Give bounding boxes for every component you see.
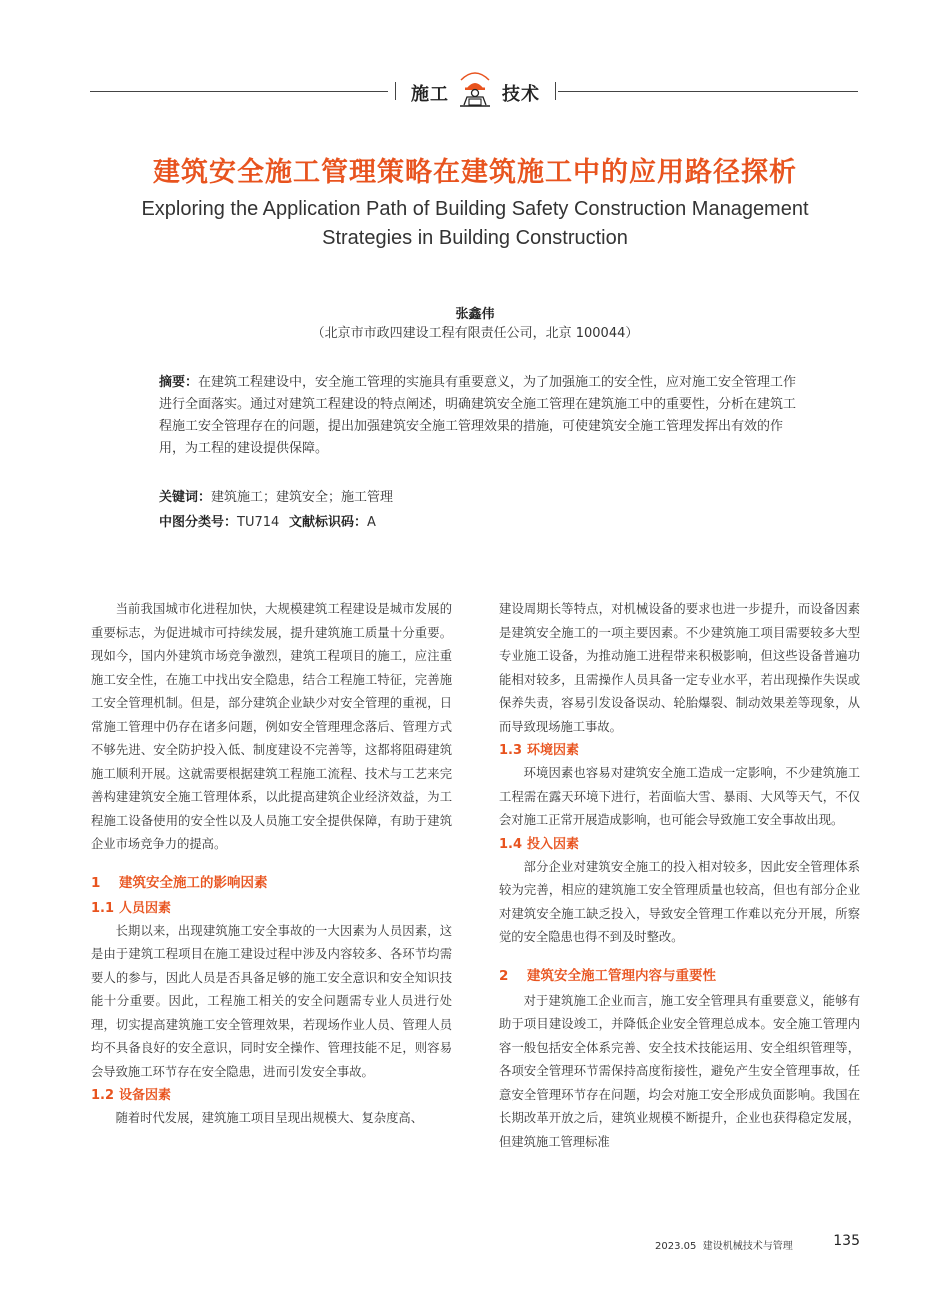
header-rule-right xyxy=(558,91,858,92)
keywords-text: 建筑施工；建筑安全；施工管理 xyxy=(211,490,394,505)
clc-label: 中图分类号： xyxy=(159,515,238,530)
section-1-3-number: 1.3 xyxy=(499,743,523,758)
intro-paragraph: 当前我国城市化进程加快，大规模建筑工程建设是城市发展的重要标志，为促进城市可持续发展，提升建筑施工质量十分重要。现如今，国内外建筑市场竞争激烈，建筑工程项目的施工，应注重施工安全性，在施工中找出安全隐患，结合工程施工特征，完善施工安全管理机制。但是，部分建筑企业缺少对安全管理的重视，日常施工管理中仍存在诸多问题，例如安全管理理念落后、管理方式不够先进、安全防护投入低、制度建设不完善等，这都将阻碍建筑施工顺利开展。这就需要根据建筑工程施工流程、技术与工艺来完善构建建筑安全施工管理体系，以此提高建筑企业经济效益，为工程施工设备使用的安全性以及人员施工安全提供保障，有助于建筑企业市场竞争力的提高。 xyxy=(91,602,452,851)
hardhat-worker-icon xyxy=(456,68,494,108)
author-affiliation: （北京市市政四建设工程有限责任公司，北京 100044） xyxy=(311,326,639,341)
footer-issue: 2023.05 xyxy=(655,1241,697,1252)
footer-journal-name: 建设机械技术与管理 xyxy=(702,1241,793,1252)
section-1-4-title: 投入因素 xyxy=(527,836,580,852)
page-footer xyxy=(655,1233,860,1252)
header-section-label-left: 施工 xyxy=(411,84,449,105)
body-column-right xyxy=(499,598,860,1154)
page-number: 135 xyxy=(833,1233,860,1249)
keywords xyxy=(159,486,799,505)
section-1-title: 建筑安全施工的影响因素 xyxy=(119,874,268,891)
section-1-3-heading xyxy=(499,739,860,762)
doc-code-value: A xyxy=(367,515,376,530)
section-2-title: 建筑安全施工管理内容与重要性 xyxy=(527,967,716,984)
section-1-4-heading xyxy=(499,833,860,856)
article-title-cn: 建筑安全施工管理策略在建筑施工中的应用路径探析 xyxy=(153,157,797,188)
section-2-paragraph: 对于建筑施工企业而言，施工安全管理具有重要意义，能够有助于项目建设竣工，并降低企业安全管理总成本。安全施工管理内容一般包括安全体系完善、安全技术技能运用、安全组织管理等，各项安全管理环节需保持高度衔接性，避免产生安全管理事故，任意安全管理环节存在问题，均会对施工安全形成负面影响。我国在长期改革开放之后，建筑业规模不断提升，企业也获得稳定发展，但建筑施工管理标准 xyxy=(499,993,860,1149)
clc-value: TU714 xyxy=(237,515,280,530)
section-1-4-paragraph: 部分企业对建筑安全施工的投入相对较多，因此安全管理体系较为完善，相应的建筑施工安全管理质量也较高，但也有部分企业对建筑安全施工缺乏投入，导致安全管理工作难以充分开展，所察觉的安全隐患也得不到及时整改。 xyxy=(499,859,860,944)
abstract xyxy=(159,372,799,460)
section-1-2-title: 设备因素 xyxy=(119,1088,172,1103)
header-tick-left xyxy=(395,82,396,100)
author-name: 张鑫伟 xyxy=(455,307,495,322)
section-1-3-paragraph: 环境因素也容易对建筑安全施工造成一定影响，不少建筑施工工程需在露天环境下进行，若面临大雪、暴雨、大风等天气，不仅会对施工正常开展造成影响，也可能会导致施工安全事故出现。 xyxy=(499,766,860,827)
section-1-1-title: 人员因素 xyxy=(119,900,172,916)
section-2-heading xyxy=(499,964,860,988)
section-1-3-title: 环境因素 xyxy=(527,743,580,758)
article-title-en xyxy=(100,195,850,253)
section-1-2-number: 1.2 xyxy=(91,1088,115,1103)
abstract-label: 摘要： xyxy=(159,375,199,390)
section-1-4-number: 1.4 xyxy=(499,836,523,852)
article-title-en-line2: Strategies in Building Construction xyxy=(322,227,628,249)
abstract-text: 在建筑工程建设中，安全施工管理的实施具有重要意义，为了加强施工的安全性，应对施工安全管理工作进行全面落实。通过对建筑工程建设的特点阐述，明确建筑安全施工管理在建筑施工中的重要性，分析在建筑工程施工安全管理存在的问题，提出加强建筑安全施工管理效果的措施，可使建筑安全施工管理发挥出有效的作用，为工程的建设提供保障。 xyxy=(159,375,797,456)
body-column-left xyxy=(91,598,452,1131)
header-rule-left xyxy=(90,91,388,92)
section-1-number: 1 xyxy=(91,874,101,891)
section-1-2-paragraph-cont: 建设周期长等特点，对机械设备的要求也进一步提升，而设备因素是建筑安全施工的一项主要因素。不少建筑施工项目需要较多大型专业施工设备，为推动施工进程带来积极影响，但这些设备普遍功能相对较多，且需操作人员具备一定专业水平，若出现操作失误或保养失责，容易引发设备误动、轮胎爆裂、制动效果差等现象，从而导致现场施工事故。 xyxy=(499,602,860,734)
classification xyxy=(159,511,799,530)
section-1-2-heading xyxy=(91,1084,452,1107)
header-tick-right xyxy=(555,82,556,100)
header-section-label-right: 技术 xyxy=(502,84,540,105)
section-1-heading xyxy=(91,871,452,895)
section-2-number: 2 xyxy=(499,967,509,984)
doc-code-label: 文献标识码： xyxy=(289,515,368,530)
section-1-1-paragraph: 长期以来，出现建筑施工安全事故的一大因素为人员因素，这是由于建筑工程项目在施工建设过程中涉及内容较多、各环节均需要人的参与，因此人员是否具备足够的施工安全意识和安全知识技能十分重要。因此，工程施工相关的安全问题需专业人员进行处理，切实提高建筑施工安全管理效果，若现场作业人员、管理人员均不具备良好的安全意识，同时安全操作、管理技能不足，则容易会导致施工环节存在安全隐患，进而引发安全事故。 xyxy=(91,923,452,1079)
section-1-2-paragraph-start: 随着时代发展，建筑施工项目呈现出规模大、复杂度高、 xyxy=(115,1111,424,1125)
keywords-label: 关键词： xyxy=(159,490,212,505)
section-1-1-heading xyxy=(91,897,452,920)
section-1-1-number: 1.1 xyxy=(91,900,115,916)
article-title-en-line1: Exploring the Application Path of Building Safety Construction Management xyxy=(141,198,809,220)
